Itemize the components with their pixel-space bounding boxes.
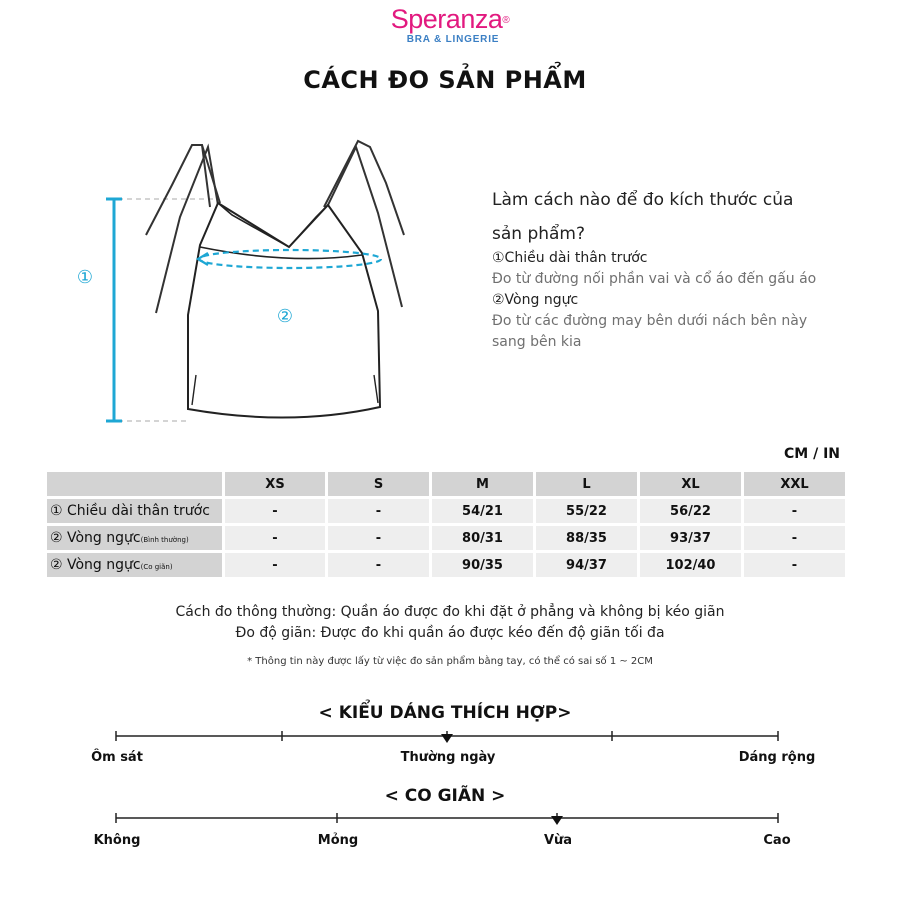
measurement-notes xyxy=(0,602,900,644)
fit-label-loose: Dáng rộng xyxy=(738,750,816,765)
footnote: * Thông tin này được lấy từ việc đo sản phẩm bằng tay, có thể có sai số 1 ~ 2CM xyxy=(247,656,653,667)
size-header: XL xyxy=(640,472,741,496)
selected-marker-icon xyxy=(551,816,563,825)
table-cell: - xyxy=(744,499,845,523)
row-label-sub: (Co giãn) xyxy=(140,563,173,571)
size-header: M xyxy=(432,472,533,496)
brand-tagline: BRA & LINGERIE xyxy=(406,34,500,45)
howto-item1-head: ①Chiều dài thân trước xyxy=(492,250,648,266)
garment-illustration xyxy=(60,135,460,435)
table-cell: - xyxy=(225,526,325,550)
size-header: L xyxy=(536,472,637,496)
note-line-1: Cách đo thông thường: Quần áo được đo khi đặt ở phẳng và không bị kéo giãn xyxy=(175,604,725,620)
stretch-label-thin: Mỏng xyxy=(317,833,359,848)
fit-label-regular: Thường ngày xyxy=(400,750,496,765)
row-label-text: ② Vòng ngực xyxy=(50,530,141,546)
table-cell: 55/22 xyxy=(536,499,637,523)
table-row xyxy=(47,499,845,523)
row-label-text: ① Chiều dài thân trước xyxy=(50,503,210,519)
table-cell: - xyxy=(328,499,429,523)
fit-scale-line xyxy=(0,726,900,746)
howto-title xyxy=(492,183,852,251)
table-cell: 56/22 xyxy=(640,499,741,523)
howto-instructions xyxy=(492,248,852,353)
size-header: S xyxy=(328,472,429,496)
table-cell: 90/35 xyxy=(432,553,533,577)
size-header: XS xyxy=(225,472,325,496)
table-cell: 54/21 xyxy=(432,499,533,523)
table-cell: 80/31 xyxy=(432,526,533,550)
fit-label-tight: Ôm sát xyxy=(91,750,143,765)
header-corner xyxy=(47,472,222,496)
howto-title-line1: Làm cách nào để đo kích thước của xyxy=(492,190,794,210)
size-header-row xyxy=(47,472,845,496)
page-title: CÁCH ĐO SẢN PHẨM xyxy=(303,66,587,94)
howto-item2-head: ②Vòng ngực xyxy=(492,292,579,308)
brand-name: Speranza xyxy=(390,4,503,34)
row-label-sub: (Bình thường) xyxy=(140,536,189,544)
brand-logo xyxy=(0,4,900,45)
stretch-label-medium: Vừa xyxy=(543,833,573,848)
row-label-text: ② Vòng ngực xyxy=(50,557,141,573)
table-cell: 94/37 xyxy=(536,553,637,577)
size-table xyxy=(44,469,848,580)
table-cell: - xyxy=(328,526,429,550)
table-row xyxy=(47,553,845,577)
stretch-scale-line xyxy=(0,808,900,828)
unit-label: CM / IN xyxy=(784,446,840,462)
table-cell: - xyxy=(225,499,325,523)
note-line-2: Đo độ giãn: Được đo khi quần áo được kéo đến độ giãn tối đa xyxy=(235,625,665,641)
left-strap xyxy=(202,145,220,203)
row-label xyxy=(47,553,222,577)
table-cell: - xyxy=(328,553,429,577)
table-cell: 93/37 xyxy=(640,526,741,550)
table-cell: - xyxy=(744,553,845,577)
table-cell: - xyxy=(225,553,325,577)
size-header: XXL xyxy=(744,472,845,496)
row-label xyxy=(47,499,222,523)
table-cell: 102/40 xyxy=(640,553,741,577)
howto-item2-desc-1: Đo từ các đường may bên dưới nách bên này xyxy=(492,313,808,329)
stretch-label-high: Cao xyxy=(763,833,791,848)
howto-item2-desc-2: sang bên kia xyxy=(492,334,582,350)
table-cell: 88/35 xyxy=(536,526,637,550)
row-label xyxy=(47,526,222,550)
stretch-scale-title: < CO GIÃN > xyxy=(384,786,506,806)
howto-item1-desc: Đo từ đường nối phần vai và cổ áo đến gấu áo xyxy=(492,271,817,287)
stretch-label-none: Không xyxy=(93,833,141,848)
registered-mark: ® xyxy=(502,15,510,26)
length-marker: ① xyxy=(76,267,94,288)
selected-marker-icon xyxy=(441,734,453,743)
howto-title-line2: sản phẩm? xyxy=(492,224,586,244)
table-cell: - xyxy=(744,526,845,550)
table-row xyxy=(47,526,845,550)
fit-scale-title: < KIỂU DÁNG THÍCH HỢP> xyxy=(318,703,572,723)
chest-marker: ② xyxy=(276,306,294,327)
